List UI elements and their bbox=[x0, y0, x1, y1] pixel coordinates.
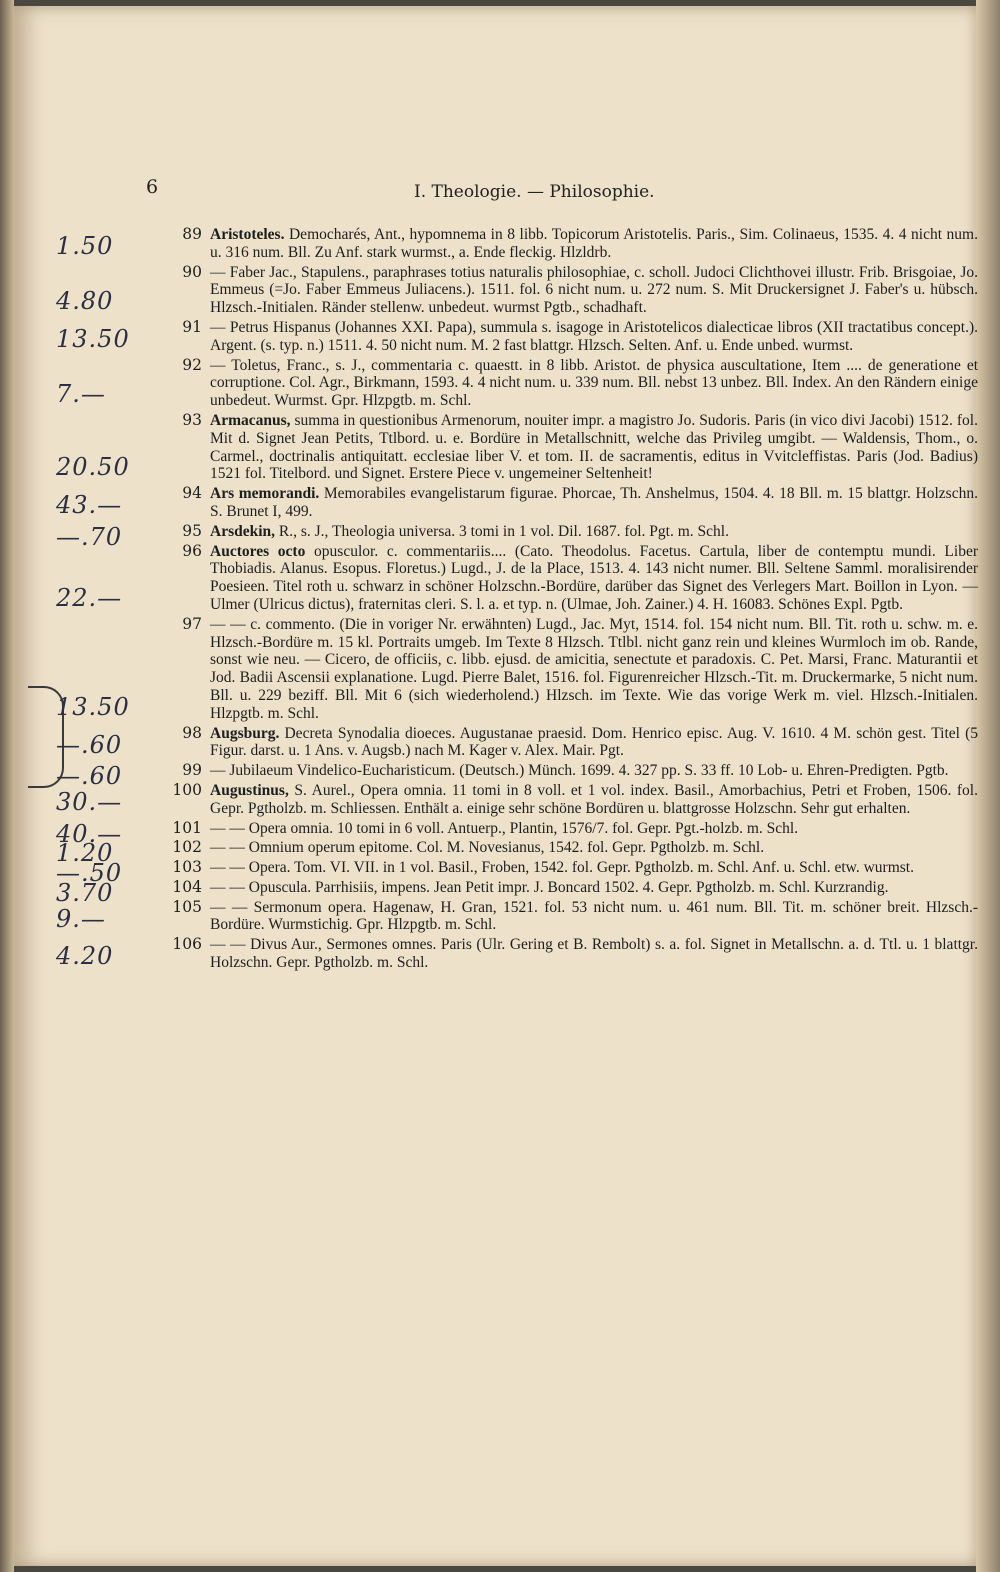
entry-text: Decreta Synodalia dioeces. Augustanae praesid. Dom. Henrico episc. Aug. V. 1610. 4 M. schön gest. Titel (5 Figur. darst. u. 1 Ans. v. Augsb.) nach M. Kager v. Alex. Mair. Pgt. bbox=[210, 724, 978, 760]
entry-description bbox=[210, 762, 978, 780]
entry-heading: Auctores octo bbox=[210, 542, 306, 560]
handwritten-price: —.50 bbox=[56, 859, 123, 888]
entry-number: 106 bbox=[172, 935, 202, 954]
handwritten-price: —.60 bbox=[56, 762, 123, 791]
catalog-page bbox=[14, 6, 976, 1566]
handwritten-price: 13.50 bbox=[56, 324, 130, 353]
entry-number: 92 bbox=[182, 355, 202, 374]
entry-text: — Petrus Hispanus (Johannes XXI. Papa), summula s. isagoge in Aristotelicos dialecticae libros (XII tractatibus concept.). Argent. (s. typ. n.) 1511. 4. 50 nicht num. M. 2 fast blattgr. Hlzsch. Selten. Anf. u. Ende unbed. wurmst. bbox=[210, 318, 978, 354]
entry-text: summa in questionibus Armenorum, nouiter impr. a magistro Jo. Sudoris. Paris (in vico divi Jacobi) 1512. fol. Mit d. Signet Jean Petits, Ttlbord. u. e. Bordüre in Metallschnitt, welche das Privileg umgibt. — Waldensis, Thom., o. Carmel., doctrinalis antiquitatt. ecclesiae liber V. et tom. II. de sacramentis, editus in Vvitcleffistas. Paris (Jod. Badius) 1521 fol. Titelbord. und Signet. Erstere Piece v. ungemeiner Seltenheit! bbox=[210, 411, 978, 483]
handwritten-price: 7.— bbox=[56, 379, 106, 408]
entry-number: 90 bbox=[182, 262, 202, 281]
entry-number: 101 bbox=[172, 818, 202, 837]
entry-text: — Faber Jac., Stapulens., paraphrases totius naturalis philosophiae, c. scholl. Judoci Clichthovei illustr. Frib. Brisgoiae, Jo. Emmeus (=Jo. Faber Emmeus Juliacens.). 1511. fol. 6 nicht num. u. 272 num. S. Mit Druckersignet J. Faber's u. hübsch. Hlzsch.-Initialen. Ränder stellenw. unbedeut. wurmst Pgtb., schadhaft. bbox=[210, 263, 978, 317]
entry-number: 102 bbox=[172, 838, 202, 857]
handwritten-price: 1.50 bbox=[56, 232, 114, 260]
entry-heading: Augsburg. bbox=[210, 724, 280, 742]
entry-text: — — Opera omnia. 10 tomi in 6 voll. Antuerp., Plantin, 1576/7. fol. Gepr. Pgt.-holzb. m. Schl. bbox=[210, 819, 799, 837]
catalog-entry bbox=[56, 355, 978, 410]
handwritten-price: 22.— bbox=[56, 583, 123, 612]
handwritten-price: 9.— bbox=[56, 904, 106, 933]
page-edge bbox=[976, 0, 1000, 1572]
entry-description bbox=[210, 543, 978, 614]
handwritten-price: 30.— bbox=[56, 787, 123, 816]
entry-text: — — Opera. Tom. VI. VII. in 1 vol. Basil., Froben, 1542. fol. Gepr. Pgtholzb. m. Schl. Anf. u. Schl. etw. wurmst. bbox=[210, 859, 914, 877]
entry-number: 103 bbox=[172, 858, 202, 877]
handwritten-price: 13.50 bbox=[56, 692, 130, 721]
catalog-entry bbox=[56, 897, 978, 935]
entry-text: S. Aurel., Opera omnia. 11 tomi in 8 voll. et 1 vol. index. Basil., Amorbachius, Petri et Froben, 1506. fol. Gepr. Pgtholzb. m. Schliessen. Enthält a. einige sehr schöne Bordüren u. blattgrosse Holzschn. Sehr gut erhalten. bbox=[210, 781, 978, 817]
entry-text: — — Divus Aur., Sermones omnes. Paris (Ulr. Gering et B. Rembolt) s. a. fol. Signet in Metallschn. a. d. Ttl. u. 1 blattgr. Holzschn. Gepr. Pgtholzb. m. Schl. bbox=[210, 936, 978, 972]
entry-text: — — Sermonum opera. Hagenaw, H. Gran, 1521. fol. 53 nicht num. u. 461 num. Bll. Tit. m. schöner breit. Hlzsch.-Bordüre. Wurmstichig. Gpr. Hlzpgtb. m. Schl. bbox=[210, 898, 978, 934]
entry-list bbox=[56, 225, 978, 974]
catalog-entry bbox=[56, 723, 978, 761]
entry-description bbox=[210, 839, 978, 857]
entry-description bbox=[210, 879, 978, 897]
entry-description bbox=[210, 936, 978, 972]
entry-heading: Augustinus, bbox=[210, 781, 289, 799]
catalog-entry bbox=[56, 317, 978, 355]
handwritten-price: 40.— bbox=[56, 819, 123, 848]
page-number: 6 bbox=[146, 176, 159, 198]
entry-number: 94 bbox=[182, 484, 202, 503]
entry-number: 105 bbox=[172, 897, 202, 916]
entry-text: — — Omnium operum epitome. Col. M. Novesianus, 1542. fol. Gepr. Pgtholzb. m. Schl. bbox=[210, 839, 765, 857]
entry-number: 91 bbox=[182, 317, 202, 336]
catalog-entry bbox=[56, 780, 978, 818]
entry-number: 96 bbox=[182, 541, 202, 560]
handwritten-price: —.70 bbox=[56, 522, 123, 551]
entry-number: 104 bbox=[172, 877, 202, 896]
handwritten-price: 20.50 bbox=[56, 452, 130, 481]
entry-description bbox=[210, 357, 978, 410]
page-header bbox=[14, 176, 976, 206]
entry-description bbox=[210, 782, 978, 818]
handwritten-price: 4.80 bbox=[56, 286, 114, 315]
entry-description bbox=[210, 412, 978, 483]
entry-text: — Toletus, Franc., s. J., commentaria c. quaestt. in 8 libb. Aristot. de physica auscultatione, Item .... de generatione et corruptione. Col. Agr., Birkmann, 1593. 4. 4 nicht num. u. 339 num. Bll. nebst 13 unbez. Bll. Index. An den Rändern einige unbedeut. Wurmst. Gpr. Hlzpgtb. m. Schl. bbox=[210, 356, 978, 410]
entry-description bbox=[210, 485, 978, 521]
entry-number: 89 bbox=[182, 225, 202, 243]
catalog-entry bbox=[56, 410, 978, 483]
entry-description bbox=[210, 899, 978, 935]
book-binding bbox=[0, 0, 14, 1572]
entry-text: — — Opuscula. Parrhisiis, impens. Jean Petit impr. J. Boncard 1502. 4. Gepr. Pgtholzb. m. Schl. Kurzrandig. bbox=[210, 878, 889, 896]
entry-description bbox=[210, 820, 978, 838]
entry-text: — Jubilaeum Vindelico-Eucharisticum. (Deutsch.) Münch. 1699. 4. 327 pp. S. 33 ff. 10 Lob- u. Ehren-Predigten. Pgtb. bbox=[210, 762, 949, 780]
handwritten-price: 43.— bbox=[56, 491, 123, 520]
entry-description bbox=[210, 859, 978, 877]
entry-text: Memorabiles evangelistarum figurae. Phorcae, Th. Anshelmus, 1504. 4. 18 Bll. m. 15 blattgr. Holzschn. S. Brunet I, 499. bbox=[210, 485, 978, 520]
handwritten-price: —.60 bbox=[56, 730, 123, 759]
entry-number: 97 bbox=[182, 614, 202, 633]
entry-text: opusculor. c. commentariis.... (Cato. Theodolus. Facetus. Cartula, liber de contemptu mundi. Liber Thobiadis. Alanus. Esopus. Floretus.) Lugd., J. de la Place, 1513. 4. 143 nicht numer. Bll. Seltene Samml. moralisirender Poesieen. Titel roth u. schwarz in schöner Holzschn.-Bordüre, darüber das Signet des Verlegers Mart. Boillon in Lyon. — Ulmer (Ulricus dictus), fraternitas cleri. S. l. a. et typ. n. (Ulmae, Joh. Zainer.) 4. H. 16083. Schönes Expl. Pgtb. bbox=[210, 542, 978, 613]
handwritten-price: 4.20 bbox=[56, 942, 114, 971]
entry-heading: Armacanus, bbox=[210, 411, 291, 429]
entry-text: — — c. commento. (Die in voriger Nr. erwähnten) Lugd., Jac. Myt, 1514. fol. 154 nicht num. Bll. Tit. roth u. schw. m. e. Hlzsch.-Bordüre m. 15 kl. Portraits umgeb. Im Texte 8 Hlzsch. Ttlbl. nicht ganz rein und kleines Wurmloch im ob. Rande, sonst wie neu. — Cicero, de officiis, c. libb. ejusd. de amicitia, senectute et paradoxis. C. Pet. Marsi, Franc. Maturantii et Jod. Badii Ascensii explanatione. Lugd. Pierre Balet, 1516. fol. Figurenreicher Hlzsch.-Tit. m. Druckermarke, 5 nicht num. Bll. u. 229 beziff. Bll. Mit 6 (sich wiederholend.) Hlzsch. im Texte. Wie das vorige Werk m. viel. Hlzsch.-Initialen. Hlzpgtb. m. Schl. bbox=[210, 615, 978, 722]
entry-description bbox=[210, 616, 978, 723]
handwritten-price: 3.70 bbox=[56, 878, 114, 907]
running-title: I. Theologie. — Philosophie. bbox=[414, 182, 655, 202]
entry-heading: Aristoteles. bbox=[210, 226, 285, 243]
entry-number: 100 bbox=[172, 780, 202, 799]
entry-heading: Ars memorandi. bbox=[210, 485, 320, 503]
catalog-entry bbox=[56, 484, 978, 521]
entry-text: R., s. J., Theologia universa. 3 tomi in 1 vol. Dil. 1687. fol. Pgt. m. Schl. bbox=[275, 522, 729, 540]
entry-description bbox=[210, 264, 978, 317]
entry-number: 99 bbox=[182, 761, 202, 780]
entry-description bbox=[210, 226, 978, 262]
handwritten-price: 1.20 bbox=[56, 839, 114, 868]
catalog-entry bbox=[56, 225, 978, 262]
entry-number: 98 bbox=[182, 723, 202, 742]
entry-text: Democharés, Ant., hypomnema in 8 libb. Topicorum Aristotelis. Paris., Sim. Colinaeus, 1535. 4. 4 nicht num. u. 316 num. Bll. Zu Anf. stark wurmst., a. Ende fleckig. Hlzldrb. bbox=[210, 226, 978, 261]
entry-description bbox=[210, 725, 978, 761]
entry-description bbox=[210, 523, 978, 541]
catalog-entry bbox=[56, 262, 978, 317]
entry-number: 93 bbox=[182, 410, 202, 429]
entry-number: 95 bbox=[182, 521, 202, 540]
catalog-entry bbox=[56, 541, 978, 614]
catalog-entry bbox=[56, 935, 978, 972]
entry-heading: Arsdekin, bbox=[210, 522, 276, 540]
entry-description bbox=[210, 319, 978, 355]
catalog-entry bbox=[56, 614, 978, 723]
